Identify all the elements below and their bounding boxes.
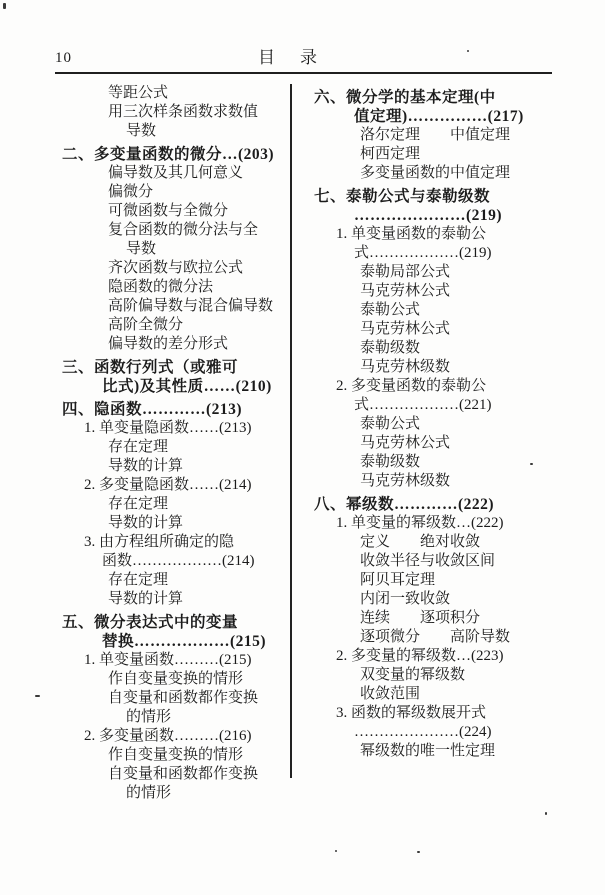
toc-entry: 式………………(219)	[354, 245, 492, 261]
scan-speck	[35, 695, 40, 697]
toc-entry: 的情形	[126, 709, 172, 725]
toc-entry: 连续 逐项积分	[360, 610, 481, 626]
toc-entry: 可微函数与全微分	[108, 203, 229, 219]
toc-entry: 自变量和函数都作变换	[108, 690, 259, 706]
toc-entry: 泰勒级数	[360, 454, 421, 470]
column-divider	[290, 84, 292, 778]
toc-entry: …………………(224)	[354, 724, 492, 740]
toc-entry: 收敛半径与收敛区间	[360, 553, 496, 569]
toc-entry: 内闭一致收敛	[360, 591, 451, 607]
toc-entry: 导数的计算	[108, 515, 184, 531]
toc-entry: 八、幂级数…………(222)	[314, 496, 495, 513]
toc-entry: 马克劳林公式	[360, 283, 451, 299]
toc-entry: 1. 单变量的幂级数…(222)	[336, 515, 504, 531]
toc-entry: 2. 多变量函数的泰勒公	[336, 378, 487, 394]
toc-entry: 函数………………(214)	[102, 553, 255, 569]
toc-entry: 马克劳林公式	[360, 321, 451, 337]
toc-entry: 偏导数的差分形式	[108, 336, 229, 352]
toc-entry: 收敛范围	[360, 686, 421, 702]
toc-entry: 的情形	[126, 785, 172, 801]
toc-entry: 四、隐函数…………(213)	[62, 401, 243, 418]
toc-entry: 逐项微分 高阶导数	[360, 629, 511, 645]
toc-entry: 复合函数的微分法与全	[108, 222, 259, 238]
toc-entry: 泰勒局部公式	[360, 264, 451, 280]
toc-entry: 3. 由方程组所确定的隐	[84, 534, 235, 550]
toc-entry: 导数	[126, 123, 157, 139]
toc-entry: 幂级数的唯一性定理	[360, 743, 496, 759]
toc-entry: 导数的计算	[108, 458, 184, 474]
page-header	[55, 42, 552, 74]
toc-entry: 多变量函数的中值定理	[360, 165, 511, 181]
toc-entry: 洛尔定理 中值定理	[360, 127, 511, 143]
scan-speck	[3, 3, 6, 9]
scan-speck	[530, 463, 533, 465]
toc-entry: 存在定理	[108, 496, 169, 512]
toc-entry: 2. 多变量函数………(216)	[84, 728, 252, 744]
toc-entry: 马克劳林级数	[360, 473, 451, 489]
toc-entry: 等距公式	[108, 85, 169, 101]
toc-entry: 泰勒公式	[360, 302, 421, 318]
toc-entry: 五、微分表达式中的变量	[62, 614, 239, 631]
toc-entry: 1. 单变量函数………(215)	[84, 652, 252, 668]
toc-entry: 柯西定理	[360, 146, 421, 162]
toc-entry: 替换………………(215)	[102, 633, 267, 650]
toc-entry: …………………(219)	[354, 207, 503, 224]
scan-speck	[467, 50, 469, 52]
toc-entry: 式………………(221)	[354, 397, 492, 413]
toc-entry: 七、泰勒公式与泰勒级数	[314, 188, 491, 205]
toc-entry: 隐函数的微分法	[108, 279, 214, 295]
toc-entry: 三、函数行列式（或雅可	[62, 359, 239, 376]
toc-column-right	[314, 84, 566, 803]
toc-entry: 泰勒公式	[360, 416, 421, 432]
toc-entry: 1. 单变量函数的泰勒公	[336, 226, 487, 242]
toc-entry: 二、多变量函数的微分…(203)	[62, 146, 275, 163]
toc-entry: 双变量的幂级数	[360, 667, 466, 683]
toc-entry: 作自变量变换的情形	[108, 747, 244, 763]
toc-entry: 偏微分	[108, 184, 154, 200]
scan-speck	[545, 812, 547, 815]
toc-entry: 六、微分学的基本定理(中	[314, 89, 496, 106]
toc-entry: 用三次样条函数求数值	[108, 104, 259, 120]
toc-entry: 定义 绝对收敛	[360, 534, 481, 550]
toc-entry: 比式)及其性质……(210)	[102, 378, 272, 395]
toc-entry: 2. 多变量的幂级数…(223)	[336, 648, 504, 664]
toc-entry: 高阶全微分	[108, 317, 184, 333]
scan-speck	[335, 850, 337, 852]
toc-columns	[62, 84, 562, 803]
toc-entry: 泰勒级数	[360, 340, 421, 356]
toc-entry: 马克劳林公式	[360, 435, 451, 451]
toc-entry: 作自变量变换的情形	[108, 671, 244, 687]
toc-entry: 存在定理	[108, 572, 169, 588]
toc-entry: 阿贝耳定理	[360, 572, 436, 588]
toc-entry: 齐次函数与欧拉公式	[108, 260, 244, 276]
toc-entry: 自变量和函数都作变换	[108, 766, 259, 782]
toc-entry: 2. 多变量隐函数……(214)	[84, 477, 252, 493]
toc-column-left	[62, 84, 290, 803]
toc-entry: 1. 单变量隐函数……(213)	[84, 420, 252, 436]
toc-entry: 导数	[126, 241, 157, 257]
scan-speck	[417, 851, 420, 853]
page-title: 目 录	[258, 48, 321, 67]
page-number: 10	[55, 50, 72, 66]
toc-entry: 高阶偏导数与混合偏导数	[108, 298, 274, 314]
toc-entry: 值定理)……………(217)	[354, 108, 524, 125]
toc-entry: 导数的计算	[108, 591, 184, 607]
toc-entry: 3. 函数的幂级数展开式	[336, 705, 487, 721]
toc-entry: 偏导数及其几何意义	[108, 165, 244, 181]
toc-entry: 存在定理	[108, 439, 169, 455]
toc-entry: 马克劳林级数	[360, 359, 451, 375]
